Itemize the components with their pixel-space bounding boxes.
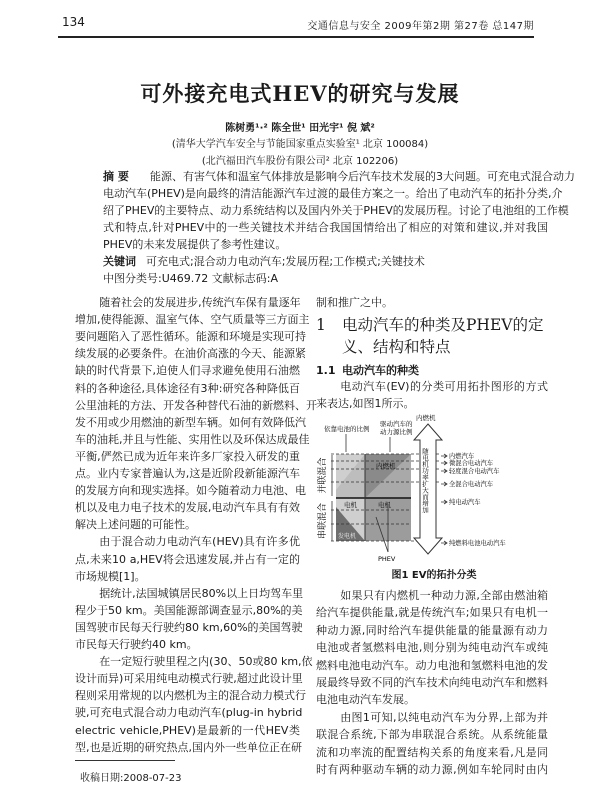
body-line: 联混合系统,下部为串联混合系统。从系统能量 bbox=[316, 728, 548, 742]
arrow-icon bbox=[441, 482, 447, 486]
keywords-text: 可充电式;混合动力电动汽车;发展历程;工作模式;关键技术 bbox=[146, 255, 425, 268]
right-labels bbox=[441, 451, 506, 547]
body-line: 缺的时代背景下,迫使人们寻求避免使用石油燃 bbox=[75, 364, 300, 378]
body-line: 时有两种驱动车辆的动力源,例如车轮同时由内 bbox=[316, 763, 548, 776]
category-label: 纯电动汽车 bbox=[449, 499, 481, 506]
body-line: 电池或者氢燃料电池,则分别为纯电动汽车或纯 bbox=[316, 641, 548, 655]
arrow-text: 随电机功率扩大而增加 bbox=[421, 448, 429, 513]
body-line: 驶,可充电式混合动力电动汽车(plug-in hybrid bbox=[75, 706, 303, 720]
body-line: 在一定短行驶里程之内(30、50或80 km,依 bbox=[99, 655, 313, 669]
text-line: 电动汽车(EV)的分类可用拓扑图形的方式 bbox=[340, 380, 548, 393]
abstract-label: 摘 要 bbox=[103, 170, 129, 183]
label-power-ratio-1: 驱动汽车的 bbox=[380, 420, 413, 428]
body-line: 机以及电力电子技术的发展,电动汽车具有有效 bbox=[75, 501, 300, 515]
label-power-ratio-2: 动力源比例 bbox=[380, 428, 413, 436]
journal-header: 交通信息与安全 2009年第2期 第27卷 总147期 bbox=[307, 21, 534, 32]
arrow-icon bbox=[441, 454, 447, 458]
body-line: 据统计,法国城镇居民80%以上日均驾车里 bbox=[99, 586, 304, 600]
category-label: 纯燃料电池电动汽车 bbox=[449, 540, 506, 547]
body-line: 由图1可知,以纯电动汽车为分界,上部为并 bbox=[340, 710, 548, 724]
body-line: 随着社会的发展进步,传统汽车保有量逐年 bbox=[99, 296, 301, 309]
body-line: 解决上述问题的可能性。 bbox=[75, 518, 196, 532]
paper-title: 可外接充电式HEV的研究与发展 bbox=[140, 81, 460, 106]
page-number: 134 bbox=[62, 15, 85, 29]
category-label: 微混合电动汽车 bbox=[449, 460, 494, 467]
body-line: 给汽车提供能量,就是传统汽车;如果只有电机一 bbox=[316, 606, 548, 620]
affiliation-2: (北汽福田汽车股份有限公司² 北京 102206) bbox=[201, 156, 399, 167]
body-line: 续发展的必要条件。在油价高涨的今天、能源紧 bbox=[75, 347, 306, 361]
label-generator: 发电机 bbox=[338, 533, 357, 540]
body-line: 国驾驶市民每天行驶约80 km,60%的美国驾驶 bbox=[75, 620, 303, 634]
label-motor-1: 电机 bbox=[344, 501, 357, 509]
body-line: 的发展方向和现实选择。如今随着动力电池、电 bbox=[75, 484, 306, 498]
authors: 陈树勇¹·² 陈全世¹ 田光宇¹ 倪 斌² bbox=[225, 123, 375, 134]
body-line: 要问题陷入了恶性循环。能源和环境是实现可持 bbox=[75, 330, 306, 344]
body-line: 程则采用常规的以内燃机为主的混合动力模式行 bbox=[75, 689, 306, 703]
body-line: 车的油耗,并且与性能、实用性以及环保达成最佳 bbox=[75, 432, 310, 446]
section-number: 1 bbox=[316, 316, 326, 334]
body-line: 增加,使得能源、温室气体、空气质量等三方面主 bbox=[75, 313, 310, 327]
body-line: 平衡,俨然已成为近年来许多厂家投入研发的重 bbox=[75, 449, 300, 463]
label-motor-2: 电机 bbox=[378, 501, 391, 509]
body-line: 程少于50 km。美国能源部调查显示,80%的美 bbox=[75, 603, 303, 617]
keywords bbox=[103, 254, 425, 270]
category-label: 轻度混合电动汽车 bbox=[449, 468, 500, 475]
abstract-line: 绍了PHEV的主要特点、动力系统结构以及国内外关于PHEV的发展历程。讨论了电池组的工作模 bbox=[103, 204, 569, 217]
classification: 中图分类号:U469.72 文献标志码:A bbox=[103, 272, 278, 285]
section-1-1-heading bbox=[316, 362, 419, 378]
body-line: electric vehicle,PHEV)是最新的一代HEV类 bbox=[75, 723, 300, 737]
abstract-line: 式和特点,针对PHEV中的一些关键技术并结合我国国情给出了相应的对策和建议,并对我国 bbox=[103, 221, 548, 234]
body-line: 市场规模[1]。 bbox=[75, 569, 146, 583]
right-column-top: 制和推广之中。 bbox=[316, 296, 393, 309]
footnote-rule bbox=[75, 760, 175, 761]
figure-1-ev-topology bbox=[314, 412, 550, 564]
body-line: 市民每天行驶约40 km。 bbox=[75, 638, 198, 651]
body-line: 电池电动汽车发展。 bbox=[316, 693, 415, 707]
category-label: 全混合电动汽车 bbox=[449, 481, 494, 488]
subsection-number: 1.1 bbox=[316, 364, 336, 377]
footnote: 收稿日期:2008-07-23 bbox=[80, 773, 182, 784]
arrow-icon bbox=[441, 469, 447, 473]
section-1-heading bbox=[316, 314, 543, 358]
text-line: 来表达,如图1所示。 bbox=[316, 397, 415, 410]
arrow-icon bbox=[441, 500, 447, 504]
subsection-title: 电动汽车的种类 bbox=[342, 364, 419, 377]
category-label: 内燃汽车 bbox=[449, 453, 475, 460]
body-line: 发不用或少用燃油的新型车辆。如何有效降低汽 bbox=[75, 415, 306, 429]
body-line: 种动力源,同时给汽车提供能量的能量源有动力 bbox=[316, 623, 548, 637]
body-line: 点,未来10 a,HEV将会迅速发展,并占有一定的 bbox=[75, 552, 300, 566]
arrow-icon bbox=[441, 461, 447, 465]
body-line: 公里油耗的方法、开发各种替代石油的新燃料、开 bbox=[75, 398, 317, 412]
body-line: 点。业内专家普遍认为,这是近阶段新能源汽车 bbox=[75, 467, 300, 480]
figure-caption: 图1 EV的拓扑分类 bbox=[391, 570, 477, 581]
body-line: 展最终导致不同的汽车技术向纯电动汽车和燃料 bbox=[316, 676, 548, 689]
header-rule bbox=[58, 36, 534, 38]
body-line: 型,也是近期的研究热点,国内外一些单位正在研 bbox=[75, 740, 302, 754]
body-line: 料的各种途径,具体途径有3种:研究各种降低百 bbox=[75, 381, 300, 395]
abstract-line: 能源、有害气体和温室气体排放是影响今后汽车技术发展的3大问题。可充电式混合动力 bbox=[150, 170, 575, 183]
label-top-engine: 内燃机 bbox=[416, 414, 436, 422]
body-line: 如果只有内燃机一种动力源,全部由燃油箱 bbox=[340, 589, 548, 602]
affiliation-1: (清华大学汽车安全与节能国家重点实验室¹ 北京 100084) bbox=[171, 139, 429, 150]
arrow-icon bbox=[441, 541, 447, 545]
label-series: 串联混合 bbox=[318, 502, 328, 540]
body-line: 燃料电池电动汽车。动力电池和氢燃料电池的发 bbox=[316, 658, 548, 672]
label-battery-ratio: 依靠电池的比例 bbox=[324, 425, 370, 433]
label-parallel: 并联混合 bbox=[318, 457, 328, 494]
section-title-line-2: 义、结构和特点 bbox=[342, 338, 451, 356]
abstract-line: PHEV的未来发展提供了参考性建议。 bbox=[103, 238, 287, 251]
label-phev: PHEV bbox=[378, 555, 396, 563]
body-line: 由于混合动力电动汽车(HEV)具有许多优 bbox=[99, 535, 300, 549]
body-line: 流和功率流的配置结构关系的角度来看,凡是同 bbox=[316, 745, 548, 759]
keywords-label: 关键词 bbox=[103, 255, 136, 268]
section-title-line-1: 电动汽车的种类及PHEV的定 bbox=[342, 316, 544, 334]
label-engine: 内燃机 bbox=[376, 462, 396, 470]
body-line: 设计而异)可采用纯电动模式行驶,超过此设计里 bbox=[75, 672, 303, 686]
abstract-line: 电动汽车(PHEV)是向最终的清洁能源汽车过渡的最佳方案之一。给出了电动汽车的拓扑分类,介 bbox=[103, 187, 563, 200]
